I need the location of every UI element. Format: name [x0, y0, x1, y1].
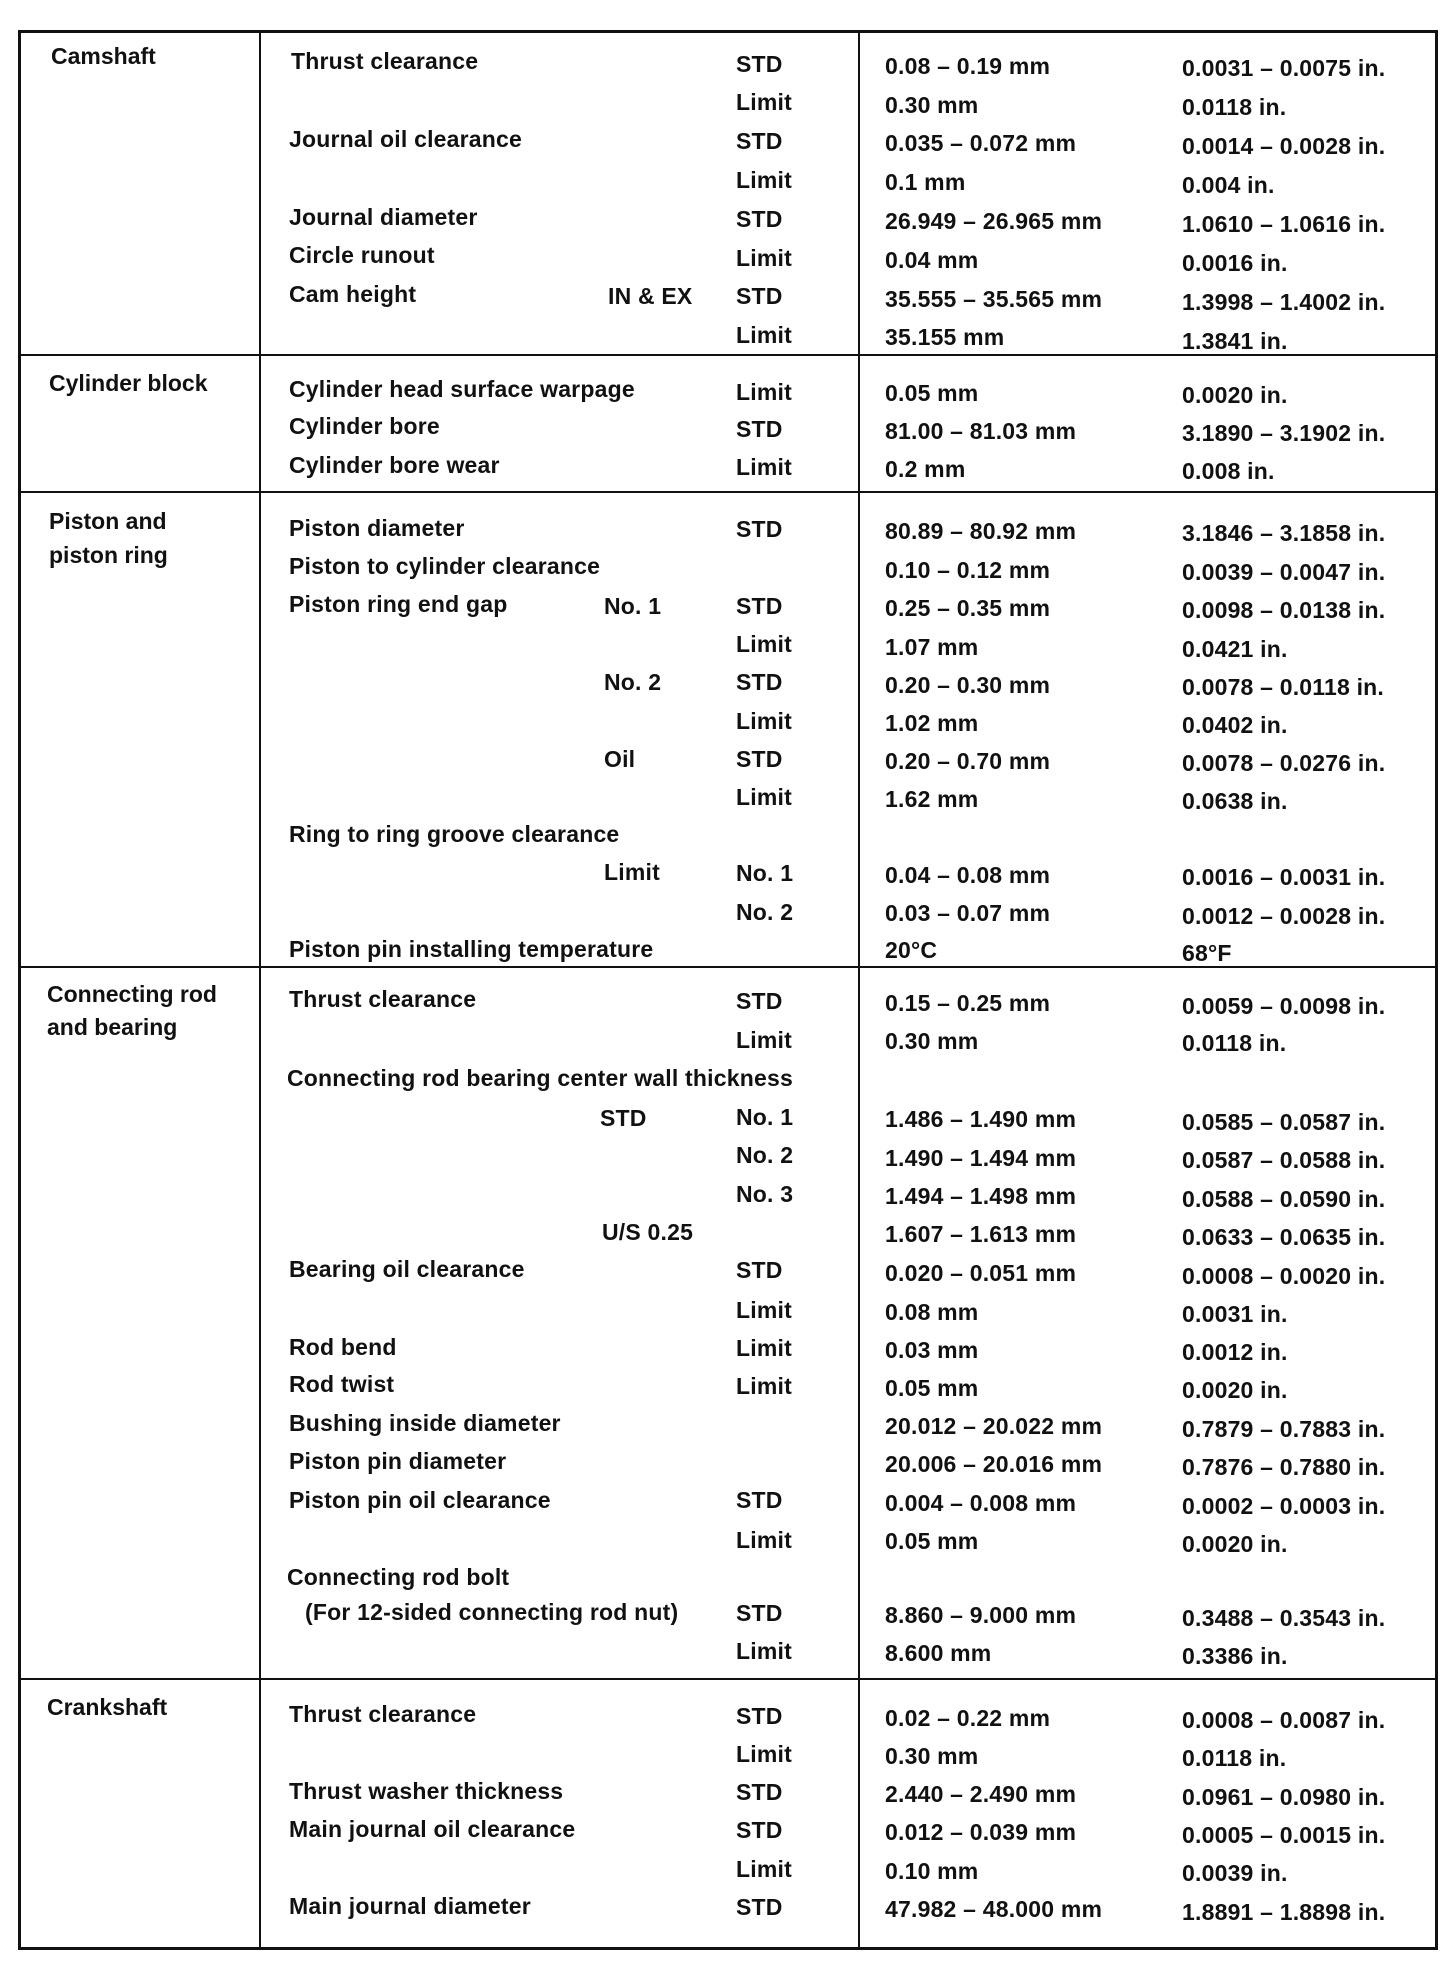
- spec-metric: 0.03 – 0.07 mm: [885, 900, 1051, 926]
- spec-imperial: 0.0059 – 0.0098 in.: [1182, 993, 1386, 1019]
- section-cylinder-block: [21, 356, 1435, 493]
- item-label: Piston pin installing temperature: [289, 936, 654, 962]
- spec-metric: 0.1 mm: [885, 169, 966, 195]
- spec-metric: 1.494 – 1.498 mm: [885, 1183, 1077, 1209]
- item-label: Connecting rod bolt: [287, 1564, 510, 1590]
- item-label: Rod twist: [289, 1371, 395, 1397]
- spec-metric: 35.555 – 35.565 mm: [885, 286, 1103, 312]
- spec-imperial: 0.0039 in.: [1182, 1860, 1288, 1886]
- spec-imperial: 0.0008 – 0.0020 in.: [1182, 1263, 1386, 1289]
- spec-metric: 0.10 mm: [885, 1858, 979, 1884]
- spec-condition: STD: [736, 746, 783, 772]
- spec-imperial: 0.7876 – 0.7880 in.: [1182, 1454, 1386, 1480]
- spec-metric: 0.08 mm: [885, 1299, 979, 1325]
- item-label: Thrust clearance: [291, 48, 479, 74]
- item-label: (For 12-sided connecting rod nut): [305, 1599, 679, 1625]
- item-label: Main journal oil clearance: [289, 1816, 576, 1842]
- spec-metric: 0.15 – 0.25 mm: [885, 990, 1051, 1016]
- item-label: Piston pin diameter: [289, 1448, 507, 1474]
- item-label: Cam height: [289, 281, 417, 307]
- spec-condition: No. 1: [736, 1104, 794, 1130]
- spec-condition: Limit: [736, 167, 792, 193]
- category-label: piston ring: [49, 542, 168, 568]
- spec-metric: 8.600 mm: [885, 1640, 992, 1666]
- spec-condition: Limit: [736, 379, 792, 405]
- spec-metric: 0.035 – 0.072 mm: [885, 130, 1077, 156]
- spec-imperial: 0.0078 – 0.0276 in.: [1182, 750, 1386, 776]
- spec-metric: 0.20 – 0.70 mm: [885, 748, 1051, 774]
- spec-imperial: 0.0002 – 0.0003 in.: [1182, 1493, 1386, 1519]
- spec-imperial: 0.0031 in.: [1182, 1301, 1288, 1327]
- spec-imperial: 0.0078 – 0.0118 in.: [1182, 674, 1385, 700]
- section-piston: [21, 493, 1435, 968]
- item-label: Piston pin oil clearance: [289, 1487, 551, 1513]
- sub-label: IN & EX: [608, 283, 693, 309]
- item-label: Cylinder bore: [289, 413, 440, 439]
- spec-imperial: 0.008 in.: [1182, 458, 1275, 484]
- spec-condition: Limit: [736, 631, 792, 657]
- spec-imperial: 0.0020 in.: [1182, 1377, 1288, 1403]
- spec-imperial: 1.0610 – 1.0616 in.: [1182, 211, 1386, 237]
- spec-condition: Limit: [736, 454, 792, 480]
- spec-metric: 0.04 – 0.08 mm: [885, 862, 1051, 888]
- item-label: Thrust clearance: [289, 1701, 477, 1727]
- spec-imperial: 1.3998 – 1.4002 in.: [1182, 289, 1386, 315]
- section-camshaft: [21, 33, 1435, 356]
- sub-label: STD: [600, 1105, 647, 1131]
- spec-condition: Limit: [736, 1297, 792, 1323]
- spec-imperial: 68°F: [1182, 940, 1232, 966]
- item-label: Thrust clearance: [289, 986, 477, 1012]
- spec-condition: Limit: [736, 1741, 792, 1767]
- spec-imperial: 0.3488 – 0.3543 in.: [1182, 1605, 1386, 1631]
- spec-condition: No. 1: [736, 860, 794, 886]
- spec-imperial: 0.0012 – 0.0028 in.: [1182, 903, 1386, 929]
- spec-condition: STD: [736, 516, 783, 542]
- spec-imperial: 0.0005 – 0.0015 in.: [1182, 1822, 1386, 1848]
- spec-condition: STD: [736, 1487, 783, 1513]
- spec-metric: 1.62 mm: [885, 786, 979, 812]
- spec-condition: No. 2: [736, 1142, 794, 1168]
- category-label: and bearing: [47, 1014, 178, 1040]
- spec-condition: STD: [736, 988, 783, 1014]
- spec-condition: Limit: [736, 1856, 792, 1882]
- item-label: Cylinder head surface warpage: [289, 376, 635, 402]
- spec-imperial: 0.0421 in.: [1182, 636, 1288, 662]
- spec-imperial: 0.0402 in.: [1182, 712, 1288, 738]
- item-label: Connecting rod bearing center wall thickness: [287, 1065, 793, 1091]
- spec-imperial: 0.0016 in.: [1182, 250, 1288, 276]
- spec-metric: 0.004 – 0.008 mm: [885, 1490, 1077, 1516]
- category-label: Connecting rod: [47, 981, 217, 1007]
- item-label: Bushing inside diameter: [289, 1410, 561, 1436]
- spec-condition: STD: [736, 128, 783, 154]
- spec-condition: STD: [736, 1779, 783, 1805]
- spec-metric: 0.08 – 0.19 mm: [885, 53, 1051, 79]
- spec-metric: 0.2 mm: [885, 456, 966, 482]
- spec-imperial: 0.0020 in.: [1182, 1531, 1288, 1557]
- category-label: Piston and: [49, 508, 167, 534]
- spec-imperial: 0.004 in.: [1182, 172, 1275, 198]
- spec-condition: Limit: [736, 322, 792, 348]
- spec-metric: 0.020 – 0.051 mm: [885, 1260, 1077, 1286]
- item-label: Cylinder bore wear: [289, 452, 500, 478]
- spec-condition: STD: [736, 283, 783, 309]
- spec-imperial: 0.0588 – 0.0590 in.: [1182, 1186, 1386, 1212]
- spec-metric: 1.607 – 1.613 mm: [885, 1221, 1077, 1247]
- spec-condition: STD: [736, 206, 783, 232]
- spec-imperial: 1.3841 in.: [1182, 328, 1288, 354]
- sub-label: No. 1: [604, 593, 662, 619]
- item-label: Piston diameter: [289, 515, 465, 541]
- item-label: Bearing oil clearance: [289, 1256, 525, 1282]
- spec-metric: 35.155 mm: [885, 324, 1005, 350]
- spec-metric: 0.25 – 0.35 mm: [885, 595, 1051, 621]
- item-label: Journal diameter: [289, 204, 478, 230]
- spec-metric: 0.04 mm: [885, 247, 979, 273]
- sub-label: Oil: [604, 746, 636, 772]
- spec-imperial: 0.0118 in.: [1182, 1030, 1287, 1056]
- spec-metric: 8.860 – 9.000 mm: [885, 1602, 1077, 1628]
- spec-metric: 1.490 – 1.494 mm: [885, 1145, 1077, 1171]
- spec-metric: 1.07 mm: [885, 634, 979, 660]
- spec-metric: 0.05 mm: [885, 1528, 979, 1554]
- spec-condition: Limit: [736, 1335, 792, 1361]
- spec-imperial: 0.0638 in.: [1182, 788, 1288, 814]
- spec-metric: 20.012 – 20.022 mm: [885, 1413, 1103, 1439]
- spec-imperial: 0.0031 – 0.0075 in.: [1182, 55, 1386, 81]
- spec-metric: 81.00 – 81.03 mm: [885, 418, 1077, 444]
- spec-metric: 0.30 mm: [885, 1028, 979, 1054]
- spec-imperial: 0.3386 in.: [1182, 1643, 1288, 1669]
- spec-condition: STD: [736, 1257, 783, 1283]
- sub-label: Limit: [604, 859, 660, 885]
- section-crankshaft: [21, 1680, 1435, 1947]
- spec-condition: STD: [736, 1817, 783, 1843]
- spec-metric: 20°C: [885, 937, 938, 963]
- item-label: Main journal diameter: [289, 1893, 531, 1919]
- spec-imperial: 0.7879 – 0.7883 in.: [1182, 1416, 1386, 1442]
- spec-imperial: 0.0098 – 0.0138 in.: [1182, 597, 1386, 623]
- category-label: Cylinder block: [49, 370, 208, 396]
- spec-metric: 1.02 mm: [885, 710, 979, 736]
- spec-metric: 20.006 – 20.016 mm: [885, 1451, 1103, 1477]
- spec-condition: Limit: [736, 1027, 792, 1053]
- spec-metric: 0.03 mm: [885, 1337, 979, 1363]
- spec-condition: STD: [736, 593, 783, 619]
- spec-metric: 0.05 mm: [885, 380, 979, 406]
- spec-condition: STD: [736, 1894, 783, 1920]
- spec-metric: 0.30 mm: [885, 92, 979, 118]
- spec-metric: 0.10 – 0.12 mm: [885, 557, 1051, 583]
- spec-imperial: 3.1890 – 3.1902 in.: [1182, 420, 1386, 446]
- spec-imperial: 0.0633 – 0.0635 in.: [1182, 1224, 1386, 1250]
- spec-metric: 0.02 – 0.22 mm: [885, 1705, 1051, 1731]
- spec-condition: Limit: [736, 1373, 792, 1399]
- spec-metric: 0.012 – 0.039 mm: [885, 1819, 1077, 1845]
- category-label: Camshaft: [51, 43, 156, 69]
- spec-condition: STD: [736, 416, 783, 442]
- spec-condition: STD: [736, 1600, 783, 1626]
- spec-imperial: 0.0012 in.: [1182, 1339, 1288, 1365]
- item-label: Ring to ring groove clearance: [289, 821, 620, 847]
- item-label: Thrust washer thickness: [289, 1778, 564, 1804]
- spec-condition: Limit: [736, 1638, 792, 1664]
- spec-condition: STD: [736, 1703, 783, 1729]
- spec-condition: Limit: [736, 708, 792, 734]
- category-label: Crankshaft: [47, 1694, 168, 1720]
- section-connecting-rod: [21, 968, 1435, 1680]
- spec-condition: Limit: [736, 784, 792, 810]
- spec-table: [18, 30, 1438, 1950]
- spec-condition: No. 3: [736, 1181, 794, 1207]
- spec-imperial: 0.0585 – 0.0587 in.: [1182, 1109, 1386, 1135]
- spec-imperial: 1.8891 – 1.8898 in.: [1182, 1899, 1386, 1925]
- spec-metric: 0.05 mm: [885, 1375, 979, 1401]
- spec-metric: 0.30 mm: [885, 1743, 979, 1769]
- spec-condition: Limit: [736, 89, 792, 115]
- spec-metric: 47.982 – 48.000 mm: [885, 1896, 1103, 1922]
- spec-imperial: 0.0008 – 0.0087 in.: [1182, 1707, 1386, 1733]
- spec-imperial: 0.0587 – 0.0588 in.: [1182, 1147, 1386, 1173]
- spec-condition: No. 2: [736, 899, 794, 925]
- sub-label: U/S 0.25: [602, 1219, 694, 1245]
- spec-condition: Limit: [736, 245, 792, 271]
- item-label: Journal oil clearance: [289, 126, 523, 152]
- spec-imperial: 0.0118 in.: [1182, 1745, 1287, 1771]
- spec-metric: 0.20 – 0.30 mm: [885, 672, 1051, 698]
- spec-imperial: 0.0961 – 0.0980 in.: [1182, 1784, 1386, 1810]
- spec-imperial: 3.1846 – 3.1858 in.: [1182, 520, 1386, 546]
- spec-condition: STD: [736, 669, 783, 695]
- spec-condition: STD: [736, 51, 783, 77]
- spec-metric: 1.486 – 1.490 mm: [885, 1106, 1077, 1132]
- sub-label: No. 2: [604, 669, 662, 695]
- spec-imperial: 0.0020 in.: [1182, 382, 1288, 408]
- spec-condition: Limit: [736, 1527, 792, 1553]
- item-label: Piston ring end gap: [289, 591, 508, 617]
- spec-metric: 26.949 – 26.965 mm: [885, 208, 1103, 234]
- spec-imperial: 0.0016 – 0.0031 in.: [1182, 864, 1386, 890]
- item-label: Circle runout: [289, 242, 435, 268]
- item-label: Piston to cylinder clearance: [289, 553, 601, 579]
- item-label: Rod bend: [289, 1334, 397, 1360]
- spec-metric: 2.440 – 2.490 mm: [885, 1781, 1077, 1807]
- spec-metric: 80.89 – 80.92 mm: [885, 518, 1077, 544]
- spec-imperial: 0.0118 in.: [1182, 94, 1287, 120]
- spec-imperial: 0.0039 – 0.0047 in.: [1182, 559, 1386, 585]
- spec-imperial: 0.0014 – 0.0028 in.: [1182, 133, 1386, 159]
